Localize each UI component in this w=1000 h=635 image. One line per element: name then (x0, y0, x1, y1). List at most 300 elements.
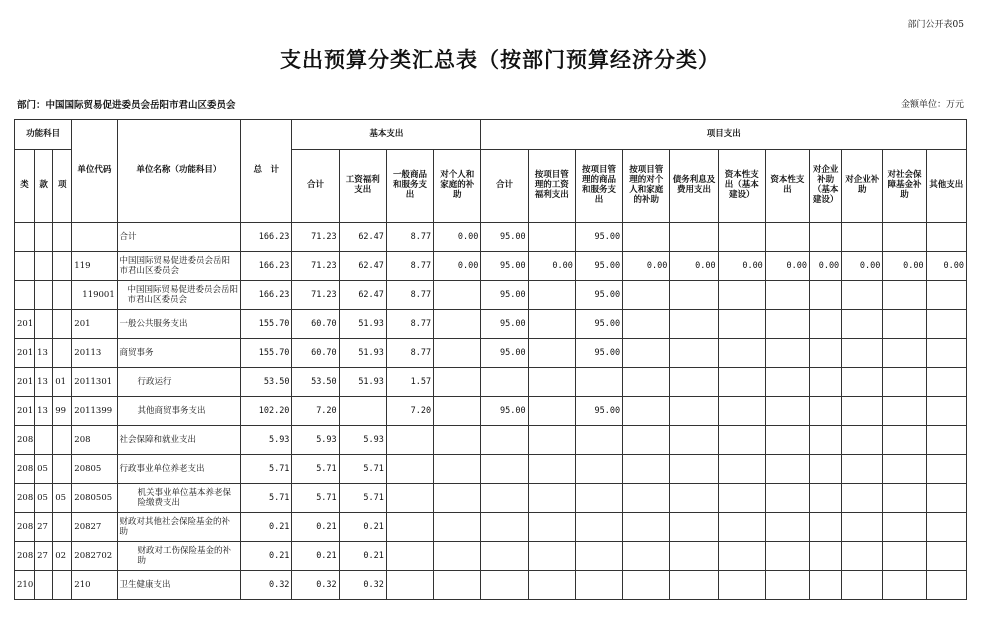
project-cell (670, 484, 718, 513)
project-cell (670, 426, 718, 455)
project-cell (926, 426, 966, 455)
basic-goods-cell (386, 513, 433, 542)
project-cell (765, 310, 809, 339)
basic-personal-cell (434, 542, 481, 571)
project-cell: 0.00 (765, 252, 809, 281)
basic-wage-cell: 62.47 (339, 252, 386, 281)
project-cell (718, 223, 765, 252)
project-cell (926, 513, 966, 542)
total-cell: 166.23 (241, 223, 292, 252)
project-cell (670, 571, 718, 600)
unit-code-cell: 119001 (72, 281, 117, 310)
project-cell: 0.00 (842, 252, 883, 281)
lei-cell: 208 (15, 484, 35, 513)
kuan-cell: 13 (35, 397, 53, 426)
project-cell (765, 397, 809, 426)
unit-name-cell: 财政对其他社会保险基金的补助 (117, 513, 241, 542)
project-cell (575, 484, 622, 513)
total-cell: 166.23 (241, 252, 292, 281)
project-cell (842, 571, 883, 600)
basic-goods-cell: 8.77 (386, 281, 433, 310)
project-cell (810, 310, 842, 339)
basic-goods-cell: 1.57 (386, 368, 433, 397)
total-cell: 0.32 (241, 571, 292, 600)
project-cell (883, 368, 926, 397)
kuan-cell (35, 252, 53, 281)
project-cell (575, 542, 622, 571)
project-cell (718, 310, 765, 339)
basic-total-cell: 71.23 (292, 281, 339, 310)
lei-cell: 210 (15, 571, 35, 600)
project-cell (765, 513, 809, 542)
table-row (15, 513, 967, 542)
unit-name-cell: 行政运行 (117, 368, 241, 397)
basic-goods-cell: 8.77 (386, 252, 433, 281)
project-cell (842, 281, 883, 310)
basic-wage-cell (339, 397, 386, 426)
project-cell (670, 455, 718, 484)
project-cell (765, 484, 809, 513)
basic-wage-cell: 51.93 (339, 339, 386, 368)
project-cell: 95.00 (575, 281, 622, 310)
project-cell (765, 571, 809, 600)
kuan-cell: 13 (35, 339, 53, 368)
project-cell (810, 571, 842, 600)
header-kuan: 款 (35, 150, 53, 223)
basic-total-cell: 60.70 (292, 339, 339, 368)
basic-personal-cell (434, 571, 481, 600)
unit-code-cell: 208 (72, 426, 117, 455)
header-project-col: 合计 (481, 150, 528, 223)
table-number-label: 部门公开表05 (907, 20, 964, 30)
basic-goods-cell (386, 542, 433, 571)
lei-cell: 208 (15, 426, 35, 455)
total-cell: 0.21 (241, 542, 292, 571)
project-cell (883, 426, 926, 455)
table-row (15, 571, 967, 600)
table-row (15, 310, 967, 339)
xiang-cell (53, 513, 72, 542)
basic-wage-cell: 5.93 (339, 426, 386, 455)
total-cell: 53.50 (241, 368, 292, 397)
basic-wage-cell: 0.32 (339, 571, 386, 600)
header-basic-col: 合计 (292, 150, 339, 223)
header-func-subject: 功能科目 (15, 120, 72, 150)
project-cell: 95.00 (481, 310, 528, 339)
unit-name-cell: 社会保障和就业支出 (117, 426, 241, 455)
table-row (15, 368, 967, 397)
project-cell (718, 426, 765, 455)
project-cell (842, 368, 883, 397)
project-cell: 0.00 (926, 252, 966, 281)
basic-wage-cell: 5.71 (339, 455, 386, 484)
project-cell (623, 281, 670, 310)
basic-personal-cell (434, 339, 481, 368)
project-cell (528, 571, 575, 600)
basic-total-cell: 71.23 (292, 252, 339, 281)
xiang-cell (53, 426, 72, 455)
project-cell: 95.00 (481, 339, 528, 368)
kuan-cell (35, 310, 53, 339)
basic-wage-cell: 0.21 (339, 513, 386, 542)
basic-total-cell: 53.50 (292, 368, 339, 397)
basic-goods-cell (386, 484, 433, 513)
project-cell: 0.00 (623, 252, 670, 281)
lei-cell: 201 (15, 368, 35, 397)
unit-code-cell: 2080505 (72, 484, 117, 513)
project-cell: 0.00 (670, 252, 718, 281)
unit-code-cell: 20827 (72, 513, 117, 542)
project-cell (765, 281, 809, 310)
department-label: 部门：中国国际贸易促进委员会岳阳市君山区委员会 (17, 100, 236, 111)
header-project-col: 对企业补助（基本建设） (810, 150, 842, 223)
header-lei: 类 (15, 150, 35, 223)
project-cell (623, 368, 670, 397)
basic-wage-cell: 0.21 (339, 542, 386, 571)
table-row (15, 281, 967, 310)
table-row (15, 542, 967, 571)
project-cell (883, 339, 926, 368)
lei-cell: 201 (15, 310, 35, 339)
project-cell (842, 484, 883, 513)
basic-goods-cell: 7.20 (386, 397, 433, 426)
xiang-cell: 02 (53, 542, 72, 571)
header-unit-name: 单位名称（功能科目） (117, 120, 241, 223)
lei-cell: 201 (15, 397, 35, 426)
unit-name-cell: 其他商贸事务支出 (117, 397, 241, 426)
unit-name-cell: 财政对工伤保险基金的补助 (117, 542, 241, 571)
project-cell (810, 484, 842, 513)
header-basic-col: 一般商品和服务支出 (386, 150, 433, 223)
xiang-cell: 05 (53, 484, 72, 513)
project-cell (810, 223, 842, 252)
basic-total-cell: 60.70 (292, 310, 339, 339)
basic-total-cell: 0.21 (292, 542, 339, 571)
project-cell (883, 484, 926, 513)
project-cell (575, 571, 622, 600)
project-cell (528, 339, 575, 368)
basic-personal-cell (434, 455, 481, 484)
unit-code-cell: 2011399 (72, 397, 117, 426)
kuan-cell (35, 281, 53, 310)
basic-personal-cell (434, 513, 481, 542)
total-cell: 5.93 (241, 426, 292, 455)
project-cell (883, 455, 926, 484)
project-cell (670, 397, 718, 426)
unit-label: 金额单位：万元 (900, 100, 964, 110)
project-cell (575, 368, 622, 397)
xiang-cell (53, 252, 72, 281)
lei-cell (15, 223, 35, 252)
unit-code-cell (72, 223, 117, 252)
lei-cell: 208 (15, 542, 35, 571)
project-cell (481, 513, 528, 542)
project-cell (718, 368, 765, 397)
project-cell (926, 310, 966, 339)
basic-personal-cell (434, 310, 481, 339)
unit-name-cell: 中国国际贸易促进委员会岳阳市君山区委员会 (117, 281, 241, 310)
project-cell (481, 426, 528, 455)
unit-code-cell: 210 (72, 571, 117, 600)
basic-total-cell: 0.21 (292, 513, 339, 542)
basic-total-cell: 7.20 (292, 397, 339, 426)
project-cell (926, 484, 966, 513)
unit-name-cell: 中国国际贸易促进委员会岳阳市君山区委员会 (117, 252, 241, 281)
project-cell (883, 310, 926, 339)
project-cell (926, 542, 966, 571)
project-cell (883, 542, 926, 571)
project-cell (623, 310, 670, 339)
project-cell (575, 455, 622, 484)
xiang-cell (53, 281, 72, 310)
total-cell: 166.23 (241, 281, 292, 310)
project-cell (623, 513, 670, 542)
project-cell (623, 484, 670, 513)
project-cell (842, 513, 883, 542)
project-cell (623, 397, 670, 426)
page-title: 支出预算分类汇总表（按部门预算经济分类） (280, 47, 720, 72)
project-cell (842, 339, 883, 368)
header-project-col: 对企业补助 (842, 150, 883, 223)
project-cell (575, 426, 622, 455)
basic-personal-cell (434, 426, 481, 455)
project-cell (528, 484, 575, 513)
header-project-col: 资本性支出（基本建设） (718, 150, 765, 223)
header-basic-col: 工资福利支出 (339, 150, 386, 223)
header-project-col: 债务利息及费用支出 (670, 150, 718, 223)
project-cell (481, 542, 528, 571)
lei-cell: 208 (15, 513, 35, 542)
basic-goods-cell (386, 571, 433, 600)
project-cell (810, 542, 842, 571)
header-project-col: 其他支出 (926, 150, 966, 223)
kuan-cell: 13 (35, 368, 53, 397)
project-cell: 0.00 (718, 252, 765, 281)
project-cell (528, 426, 575, 455)
basic-wage-cell: 51.93 (339, 368, 386, 397)
project-cell: 95.00 (575, 252, 622, 281)
xiang-cell (53, 310, 72, 339)
project-cell (718, 513, 765, 542)
project-cell (528, 455, 575, 484)
project-cell (765, 339, 809, 368)
basic-wage-cell: 51.93 (339, 310, 386, 339)
xiang-cell (53, 223, 72, 252)
project-cell (623, 571, 670, 600)
table-row (15, 455, 967, 484)
project-cell (926, 455, 966, 484)
project-cell (883, 397, 926, 426)
project-cell (718, 484, 765, 513)
project-cell (481, 484, 528, 513)
basic-personal-cell (434, 368, 481, 397)
project-cell (810, 281, 842, 310)
xiang-cell (53, 571, 72, 600)
total-cell: 5.71 (241, 484, 292, 513)
project-cell (718, 339, 765, 368)
total-cell: 155.70 (241, 310, 292, 339)
project-cell (670, 368, 718, 397)
project-cell (810, 397, 842, 426)
project-cell (810, 513, 842, 542)
project-cell (575, 513, 622, 542)
xiang-cell (53, 339, 72, 368)
project-cell (670, 339, 718, 368)
basic-wage-cell: 62.47 (339, 223, 386, 252)
project-cell (926, 339, 966, 368)
project-cell (528, 310, 575, 339)
basic-wage-cell: 62.47 (339, 281, 386, 310)
unit-name-cell: 一般公共服务支出 (117, 310, 241, 339)
project-cell (883, 571, 926, 600)
unit-code-cell: 2082702 (72, 542, 117, 571)
project-cell (718, 281, 765, 310)
unit-name-cell: 机关事业单位基本养老保险缴费支出 (117, 484, 241, 513)
kuan-cell: 05 (35, 484, 53, 513)
unit-code-cell: 20113 (72, 339, 117, 368)
header-project-col: 资本性支出 (765, 150, 809, 223)
project-cell: 95.00 (575, 397, 622, 426)
table-row (15, 484, 967, 513)
project-cell (926, 397, 966, 426)
project-cell (926, 223, 966, 252)
project-cell (623, 339, 670, 368)
project-cell: 95.00 (575, 310, 622, 339)
basic-personal-cell (434, 397, 481, 426)
basic-goods-cell: 8.77 (386, 223, 433, 252)
project-cell (528, 542, 575, 571)
unit-code-cell: 20805 (72, 455, 117, 484)
basic-total-cell: 5.71 (292, 484, 339, 513)
header-unit-code: 单位代码 (72, 120, 117, 223)
unit-name-cell: 商贸事务 (117, 339, 241, 368)
header-project-col: 按项目管理的工资福利支出 (528, 150, 575, 223)
header-project-col: 对社会保障基金补助 (883, 150, 926, 223)
project-cell (810, 426, 842, 455)
project-cell (623, 426, 670, 455)
project-cell (528, 368, 575, 397)
basic-goods-cell: 8.77 (386, 339, 433, 368)
basic-total-cell: 5.93 (292, 426, 339, 455)
table-row (15, 339, 967, 368)
basic-goods-cell (386, 455, 433, 484)
basic-total-cell: 5.71 (292, 455, 339, 484)
project-cell: 95.00 (481, 252, 528, 281)
table-row (15, 426, 967, 455)
project-cell (842, 426, 883, 455)
kuan-cell: 27 (35, 513, 53, 542)
header-basic-col: 对个人和家庭的补助 (434, 150, 481, 223)
kuan-cell (35, 223, 53, 252)
project-cell (718, 455, 765, 484)
project-cell (842, 397, 883, 426)
project-cell (718, 571, 765, 600)
unit-code-cell: 119 (72, 252, 117, 281)
project-cell (926, 281, 966, 310)
kuan-cell (35, 571, 53, 600)
total-cell: 0.21 (241, 513, 292, 542)
xiang-cell: 99 (53, 397, 72, 426)
project-cell (670, 281, 718, 310)
basic-personal-cell (434, 281, 481, 310)
lei-cell (15, 281, 35, 310)
basic-goods-cell: 8.77 (386, 310, 433, 339)
unit-code-cell: 2011301 (72, 368, 117, 397)
project-cell (810, 368, 842, 397)
header-project-col: 按项目管理的商品和服务支出 (575, 150, 622, 223)
project-cell (670, 223, 718, 252)
table-row (15, 223, 967, 252)
project-cell (765, 542, 809, 571)
project-cell (528, 281, 575, 310)
basic-total-cell: 71.23 (292, 223, 339, 252)
project-cell (842, 455, 883, 484)
lei-cell: 208 (15, 455, 35, 484)
project-cell: 0.00 (810, 252, 842, 281)
unit-name-cell: 卫生健康支出 (117, 571, 241, 600)
project-cell (481, 368, 528, 397)
xiang-cell: 01 (53, 368, 72, 397)
total-cell: 102.20 (241, 397, 292, 426)
header-xiang: 项 (53, 150, 72, 223)
header-total: 总 计 (241, 120, 292, 223)
lei-cell: 201 (15, 339, 35, 368)
project-cell (670, 542, 718, 571)
budget-table (14, 119, 967, 600)
project-cell (623, 542, 670, 571)
project-cell (842, 542, 883, 571)
project-cell (528, 397, 575, 426)
project-cell: 95.00 (575, 339, 622, 368)
basic-personal-cell (434, 484, 481, 513)
table-row (15, 397, 967, 426)
table-row (15, 252, 967, 281)
project-cell (481, 571, 528, 600)
project-cell (623, 455, 670, 484)
basic-wage-cell: 5.71 (339, 484, 386, 513)
unit-code-cell: 201 (72, 310, 117, 339)
header-project-expense: 项目支出 (481, 120, 967, 150)
header-project-col: 按项目管理的对个人和家庭的补助 (623, 150, 670, 223)
project-cell (528, 223, 575, 252)
project-cell (883, 281, 926, 310)
project-cell (810, 339, 842, 368)
project-cell (765, 223, 809, 252)
basic-personal-cell: 0.00 (434, 252, 481, 281)
project-cell (765, 426, 809, 455)
project-cell (842, 310, 883, 339)
lei-cell (15, 252, 35, 281)
kuan-cell (35, 426, 53, 455)
unit-name-cell: 行政事业单位养老支出 (117, 455, 241, 484)
kuan-cell: 27 (35, 542, 53, 571)
unit-name-cell: 合计 (117, 223, 241, 252)
xiang-cell (53, 455, 72, 484)
project-cell (528, 513, 575, 542)
project-cell (718, 397, 765, 426)
project-cell (623, 223, 670, 252)
project-cell: 95.00 (575, 223, 622, 252)
project-cell (718, 542, 765, 571)
basic-goods-cell (386, 426, 433, 455)
header-basic-expense: 基本支出 (292, 120, 481, 150)
project-cell (670, 310, 718, 339)
basic-personal-cell: 0.00 (434, 223, 481, 252)
project-cell (765, 368, 809, 397)
project-cell: 95.00 (481, 223, 528, 252)
project-cell (765, 455, 809, 484)
basic-total-cell: 0.32 (292, 571, 339, 600)
